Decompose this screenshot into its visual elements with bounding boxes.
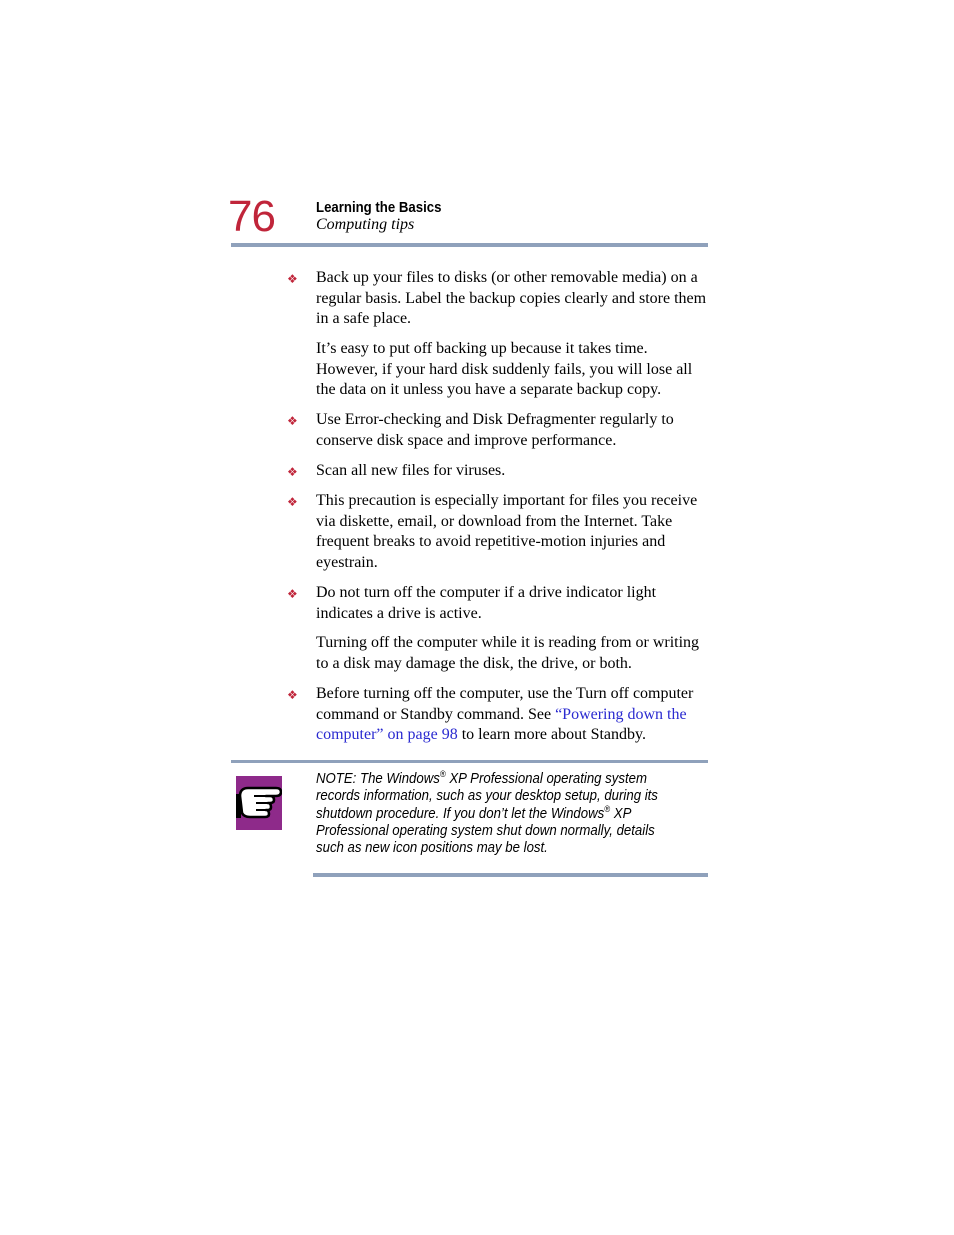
section-title: Computing tips xyxy=(316,216,415,233)
list-item xyxy=(316,684,712,746)
header-rule xyxy=(231,243,708,247)
chapter-title: Learning the Basics xyxy=(316,199,442,216)
list-item-detail: It’s easy to put off backing up because it takes time. However, if your hard disk suddenly fails, you will lose all the data on it unless you have a separate backup copy. xyxy=(316,340,693,398)
list-item-detail: Turning off the computer while it is reading from or writing to a disk may damage the disk, the drive, or both. xyxy=(316,634,700,672)
page-number: 76 xyxy=(228,192,275,241)
list-item: Scan all new files for viruses. xyxy=(316,462,506,479)
list-item-text: to learn more about Standby. xyxy=(457,726,646,743)
list-item: Do not turn off the computer if a drive indicator light indicates a drive is active. xyxy=(316,584,657,622)
bullet-icon: ❖ xyxy=(287,465,298,479)
bullet-icon: ❖ xyxy=(287,587,298,601)
list-item: This precaution is especially important for files you receive via diskette, email, or download from the Internet. Take frequent breaks to avoid repetitive-motion injuries and eyestrain. xyxy=(316,492,698,571)
list-item-text: Before turning off the computer, use the Turn off computer command or Standby command. See xyxy=(316,685,694,723)
note-top-rule xyxy=(231,760,708,763)
powering-down-link[interactable]: “Powering down the computer” on page 98 xyxy=(316,705,687,743)
note-bottom-rule xyxy=(313,873,708,877)
bullet-icon: ❖ xyxy=(287,414,298,428)
pointing-hand-icon xyxy=(236,776,282,830)
list-item: Back up your files to disks (or other removable media) on a regular basis. Label the backup copies clearly and store them in a safe place. xyxy=(316,269,707,327)
bullet-icon: ❖ xyxy=(287,688,298,702)
note-text: NOTE: The Windows® XP Professional operating system records information, such as your desktop setup, during its shutdown procedure. If you don’t let the Windows® XP Professional operating system shut down normally, details such as new icon positions may be lost. xyxy=(316,769,658,857)
list-item: Use Error-checking and Disk Defragmenter regularly to conserve disk space and improve performance. xyxy=(316,411,674,449)
bullet-icon: ❖ xyxy=(287,495,298,509)
bullet-icon: ❖ xyxy=(287,272,298,286)
